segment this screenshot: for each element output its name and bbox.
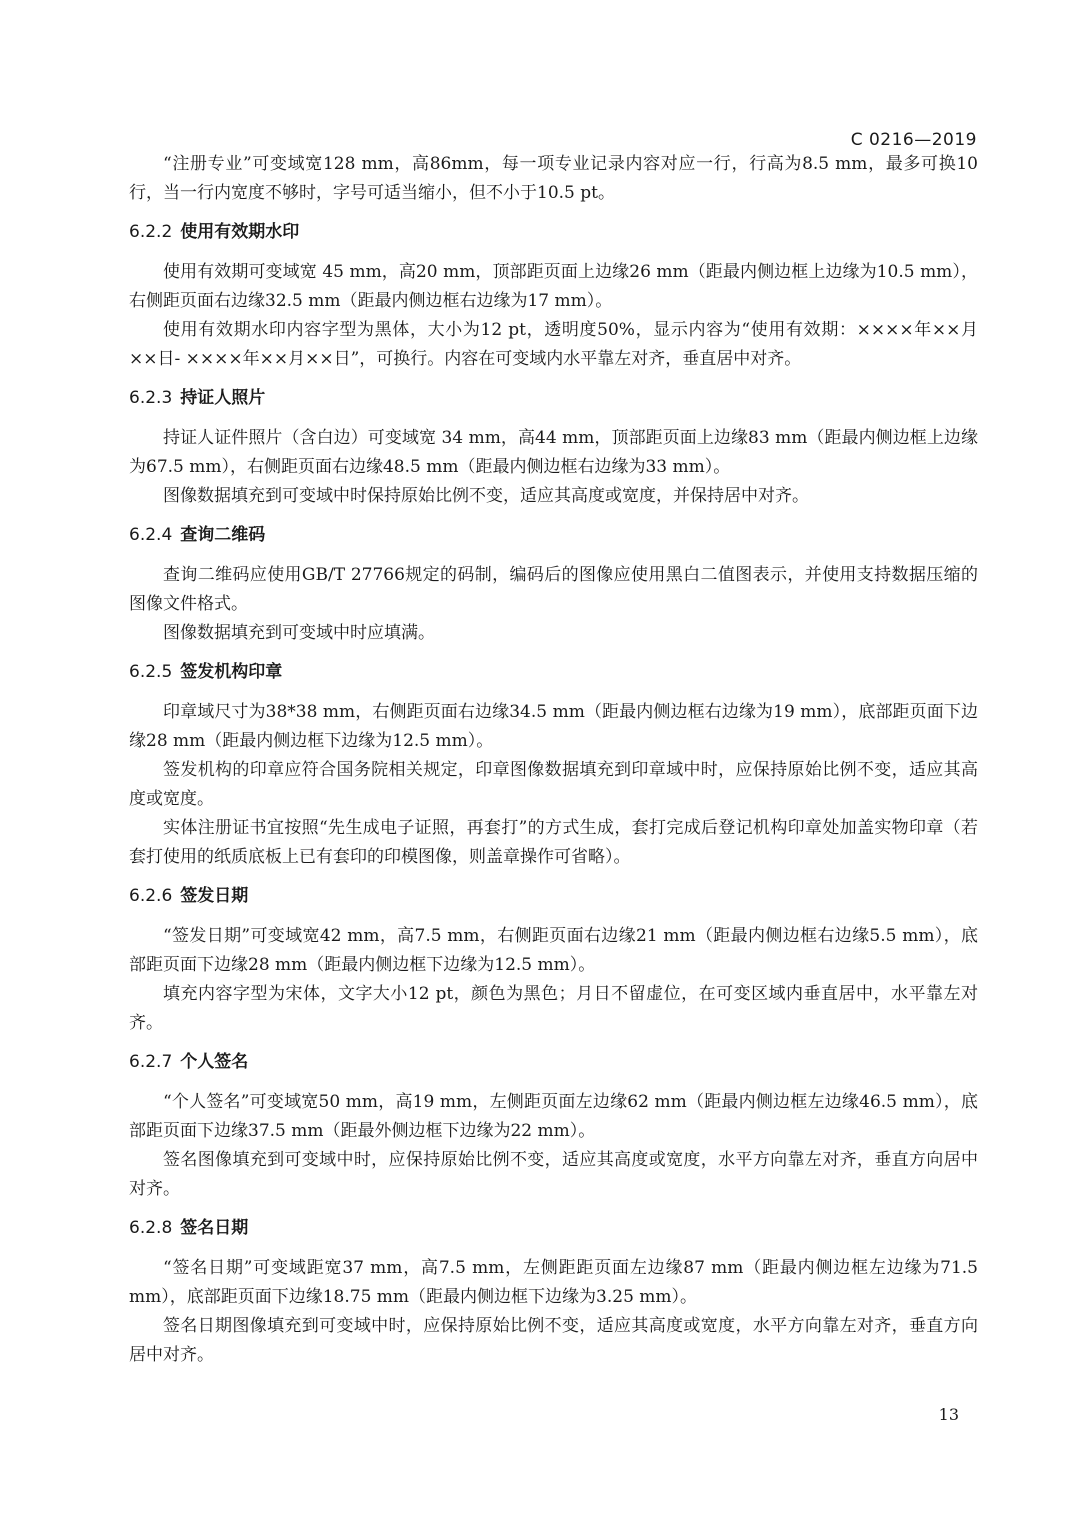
section-number: 6.2.6 xyxy=(129,886,173,906)
section-heading xyxy=(129,374,978,424)
paragraph: 图像数据填充到可变域中时保持原始比例不变，适应其高度或宽度，并保持居中对齐。 xyxy=(163,486,809,506)
section-heading xyxy=(129,208,978,258)
section-6-2-7 xyxy=(129,1038,978,1204)
page-number: 13 xyxy=(938,1405,959,1424)
document-code: C 0216—2019 xyxy=(850,130,977,150)
section-title: 个人签名 xyxy=(180,1052,249,1072)
section-title: 签发机构印章 xyxy=(180,662,283,682)
section-number: 6.2.8 xyxy=(129,1218,173,1238)
paragraph: 印章域尺寸为38*38 mm，右侧距页面右边缘34.5 mm（距最内侧边框右边缘为19 mm），底部距页面下边缘28 mm（距最内侧边框下边缘为12.5 mm）。 xyxy=(129,702,978,751)
paragraph: “个人签名”可变域宽50 mm，高19 mm，左侧距页面左边缘62 mm（距最内侧边框左边缘46.5 mm），底部距页面下边缘37.5 mm（距最外侧边框下边缘为22 mm）。 xyxy=(129,1092,978,1141)
section-title: 签发日期 xyxy=(180,886,249,906)
section-number: 6.2.4 xyxy=(129,525,173,545)
section-6-2-3 xyxy=(129,374,978,511)
section-6-2-2 xyxy=(129,208,978,374)
section-heading xyxy=(129,1204,978,1254)
paragraph: 使用有效期可变域宽 45 mm，高20 mm，顶部距页面上边缘26 mm（距最内侧边框上边缘为10.5 mm），右侧距页面右边缘32.5 mm（距最内侧边框右边缘为17 mm）。 xyxy=(129,262,978,311)
paragraph: 签发机构的印章应符合国务院相关规定，印章图像数据填充到印章域中时，应保持原始比例不变，适应其高度或宽度。 xyxy=(129,760,978,809)
section-number: 6.2.3 xyxy=(129,388,173,408)
section-6-2-6 xyxy=(129,872,978,1038)
paragraph: 签名图像填充到可变域中时，应保持原始比例不变，适应其高度或宽度，水平方向靠左对齐，垂直方向居中对齐。 xyxy=(129,1150,978,1199)
paragraph: 实体注册证书宜按照“先生成电子证照，再套打”的方式生成，套打完成后登记机构印章处加盖实物印章（若套打使用的纸质底板上已有套印的印模图像，则盖章操作可省略）。 xyxy=(129,818,978,867)
section-heading xyxy=(129,1038,978,1088)
paragraph: 图像数据填充到可变域中时应填满。 xyxy=(163,623,435,643)
paragraph: 查询二维码应使用GB/T 27766规定的码制，编码后的图像应使用黑白二值图表示，并使用支持数据压缩的图像文件格式。 xyxy=(129,565,978,614)
paragraph: “签发日期”可变域宽42 mm，高7.5 mm，右侧距页面右边缘21 mm（距最内侧边框右边缘5.5 mm），底部距页面下边缘28 mm（距最内侧边框下边缘为12.5 mm）。 xyxy=(129,926,978,975)
paragraph: 持证人证件照片（含白边）可变域宽 34 mm，高44 mm，顶部距页面上边缘83 mm（距最内侧边框上边缘为67.5 mm），右侧距页面右边缘48.5 mm（距最内侧边框右边缘为33 mm）。 xyxy=(129,428,978,477)
section-title: 查询二维码 xyxy=(180,525,266,545)
paragraph: 签名日期图像填充到可变域中时，应保持原始比例不变，适应其高度或宽度，水平方向靠左对齐，垂直方向居中对齐。 xyxy=(129,1316,978,1365)
section-6-2-5 xyxy=(129,648,978,872)
document-body xyxy=(129,150,978,1370)
section-title: 使用有效期水印 xyxy=(180,222,300,242)
paragraph: “注册专业”可变域宽128 mm，高86mm，每一项专业记录内容对应一行，行高为8.5 mm，最多可换10行，当一行内宽度不够时，字号可适当缩小，但不小于10.5 pt。 xyxy=(129,154,978,203)
section-title: 签名日期 xyxy=(180,1218,249,1238)
section-number: 6.2.5 xyxy=(129,662,173,682)
paragraph: 使用有效期水印内容字型为黑体，大小为12 pt，透明度50%，显示内容为“使用有效期：××××年××月××日- ××××年××月××日”，可换行。内容在可变域内水平靠左对齐，垂直居中对齐。 xyxy=(129,320,978,369)
section-heading xyxy=(129,511,978,561)
section-number: 6.2.7 xyxy=(129,1052,173,1072)
section-6-2-8 xyxy=(129,1204,978,1370)
section-6-2-4 xyxy=(129,511,978,648)
paragraph: 填充内容字型为宋体，文字大小12 pt，颜色为黑色；月日不留虚位，在可变区域内垂直居中，水平靠左对齐。 xyxy=(129,984,978,1033)
paragraph: “签名日期”可变域距宽37 mm，高7.5 mm，左侧距距页面左边缘87 mm（距最内侧边框左边缘为71.5 mm），底部距页面下边缘18.75 mm（距最内侧边框下边缘为3.25 mm）。 xyxy=(129,1258,978,1307)
section-heading xyxy=(129,872,978,922)
section-title: 持证人照片 xyxy=(180,388,266,408)
section-continuation xyxy=(129,150,978,208)
section-number: 6.2.2 xyxy=(129,222,173,242)
section-heading xyxy=(129,648,978,698)
